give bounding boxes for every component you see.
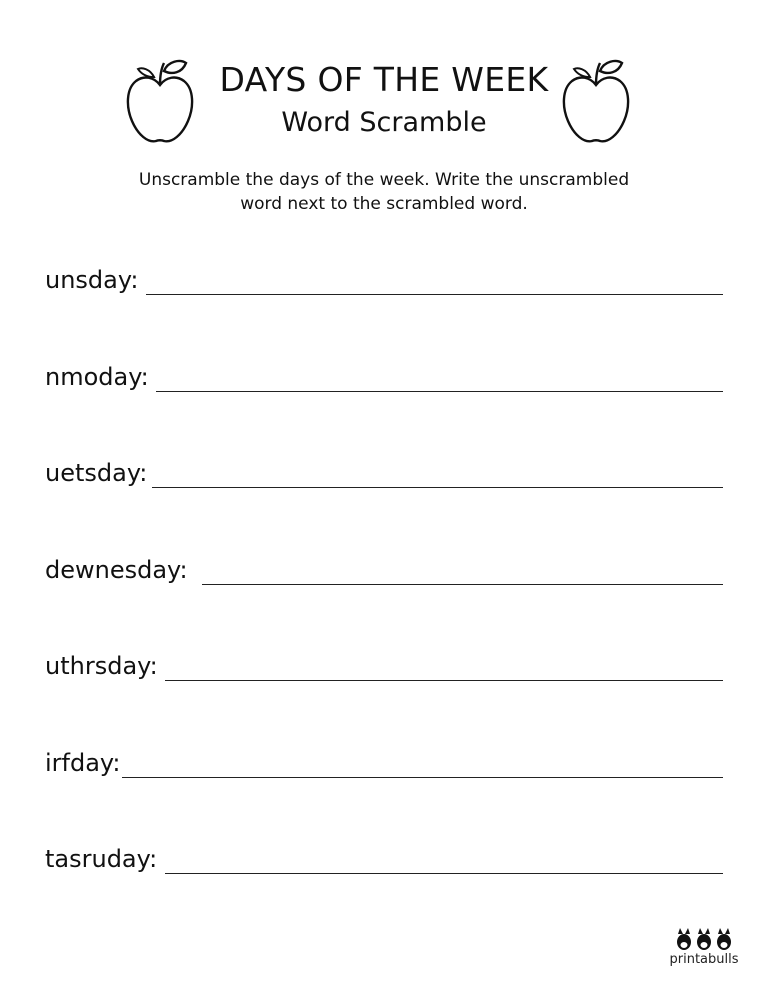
scrambled-word: tasruday: [45, 845, 158, 873]
instructions [100, 168, 668, 216]
logo-text: printabulls [669, 952, 739, 967]
answer-line[interactable] [156, 391, 723, 392]
scrambled-word: dewnesday: [45, 555, 188, 584]
printabulls-logo [664, 928, 744, 978]
worksheet-header [0, 0, 768, 160]
scrambled-word: nmoday: [45, 362, 149, 391]
scrambled-word: uthrsday: [45, 652, 158, 680]
answer-line[interactable] [165, 680, 723, 681]
scramble-row [45, 550, 723, 647]
scramble-row [45, 839, 723, 936]
scramble-row [45, 453, 723, 550]
bulldog-icon [674, 928, 734, 952]
answer-line[interactable] [165, 873, 723, 874]
answer-line[interactable] [122, 777, 723, 778]
page-title: DAYS OF THE WEEK [219, 60, 549, 99]
scramble-row [45, 260, 723, 357]
scramble-row [45, 743, 723, 840]
scramble-row [45, 357, 723, 454]
instructions-line: word next to the scrambled word. [240, 194, 528, 214]
answer-line[interactable] [152, 487, 723, 488]
scramble-list [45, 260, 723, 936]
answer-line[interactable] [146, 294, 723, 295]
page-subtitle: Word Scramble [281, 107, 487, 138]
scrambled-word: unsday: [45, 266, 139, 294]
instructions-line: Unscramble the days of the week. Write the unscrambled [138, 170, 630, 190]
scramble-row [45, 646, 723, 743]
scrambled-word: irfday: [45, 748, 121, 777]
scrambled-word: uetsday: [45, 459, 148, 487]
apple-icon [560, 55, 632, 147]
answer-line[interactable] [202, 584, 723, 585]
